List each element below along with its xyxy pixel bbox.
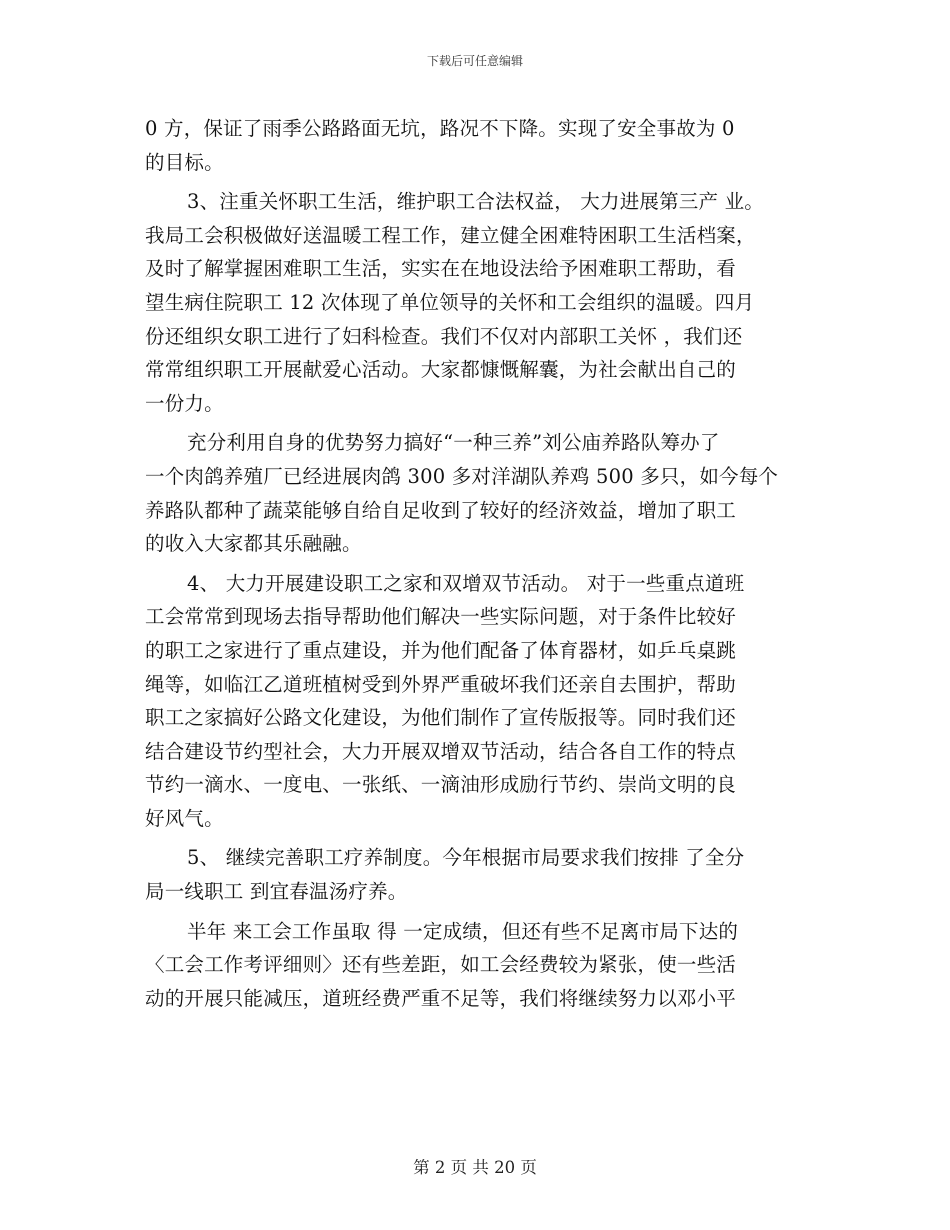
text-line: 〈工会工作考评细则〉还有些差距，如工会经费较为紧张，使一些活	[145, 953, 737, 977]
text-line: 动的开展只能减压，道班经费严重不足等，我们将继续努力以邓小平	[145, 986, 737, 1010]
paragraph	[145, 185, 825, 420]
text-line: 局一线职工 到宜春温汤疗养。	[145, 880, 408, 904]
text-line: 好风气。	[145, 806, 224, 830]
text-line: 5、 继续完善职工疗养制度。今年根据市局要求我们按排 了全分	[187, 846, 745, 870]
text-line: 的职工之家进行了重点建设，并为他们配备了体育器材，如乒乓桌跳	[145, 638, 737, 662]
text-line: 望生病住院职工 12 次体现了单位领导的关怀和工会组织的温暖。四月	[145, 290, 755, 314]
paragraph	[145, 915, 825, 1016]
paragraph	[145, 567, 825, 836]
paragraph	[145, 841, 825, 908]
text-line: 及时了解掌握困难职工生活，实实在在地设法给予困难职工帮助，看	[145, 257, 737, 281]
text-line: 结合建设节约型社会，大力开展双增双节活动，结合各自工作的特点	[145, 739, 737, 763]
text-line: 0 方，保证了雨季公路路面无坑，路况不下降。实现了安全事故为 0	[145, 117, 735, 140]
text-line: 养路队都种了蔬菜能够自给自足收到了较好的经济效益，增加了职工	[145, 498, 737, 522]
document-body	[145, 112, 825, 1021]
text-line: 绳等，如临江乙道班植树受到外界严重破坏我们还亲自去围护，帮助	[145, 672, 737, 696]
text-line: 节约一滴水、一度电、一张纸、一滴油形成励行节约、崇尚文明的良	[145, 773, 737, 797]
text-line: 3、注重关怀职工生活，维护职工合法权益， 大力进展第三产 业。	[187, 190, 765, 214]
text-line: 充分利用自身的优势努力搞好“一种三养”刘公庙养路队筹办了	[187, 431, 720, 455]
text-line: 的目标。	[145, 150, 224, 174]
text-line: 半年 来工会工作虽取 得 一定成绩，但还有些不足离市局下达的	[187, 919, 739, 943]
text-line: 职工之家搞好公路文化建设，为他们制作了宣传版报等。同时我们还	[145, 706, 737, 730]
text-line: 一个肉鸽养殖厂已经进展肉鸽 300 多对洋湖队养鸡 500 多只，如今每个	[145, 464, 779, 488]
text-line: 的收入大家都其乐融融。	[145, 532, 362, 556]
text-line: 我局工会积极做好送温暖工程工作，建立健全困难特困职工生活档案，	[145, 223, 756, 247]
text-line: 常常组织职工开展献爱心活动。大家都慷慨解囊，为社会献出自己的	[145, 358, 737, 382]
paragraph	[145, 426, 825, 560]
page-header: 下载后可任意编辑	[426, 54, 523, 68]
paragraph	[145, 112, 825, 179]
page-number: 第 2 页 共 20 页	[413, 1158, 537, 1177]
text-line: 份还组织女职工进行了妇科检查。我们不仅对内部职工关怀 ，我们还	[145, 324, 743, 348]
text-line: 工会常常到现场去指导帮助他们解决一些实际问题，对于条件比较好	[145, 605, 737, 629]
text-line: 一份力。	[145, 391, 224, 415]
text-line: 4、 大力开展建设职工之家和双增双节活动。 对于一些重点道班	[187, 571, 745, 595]
